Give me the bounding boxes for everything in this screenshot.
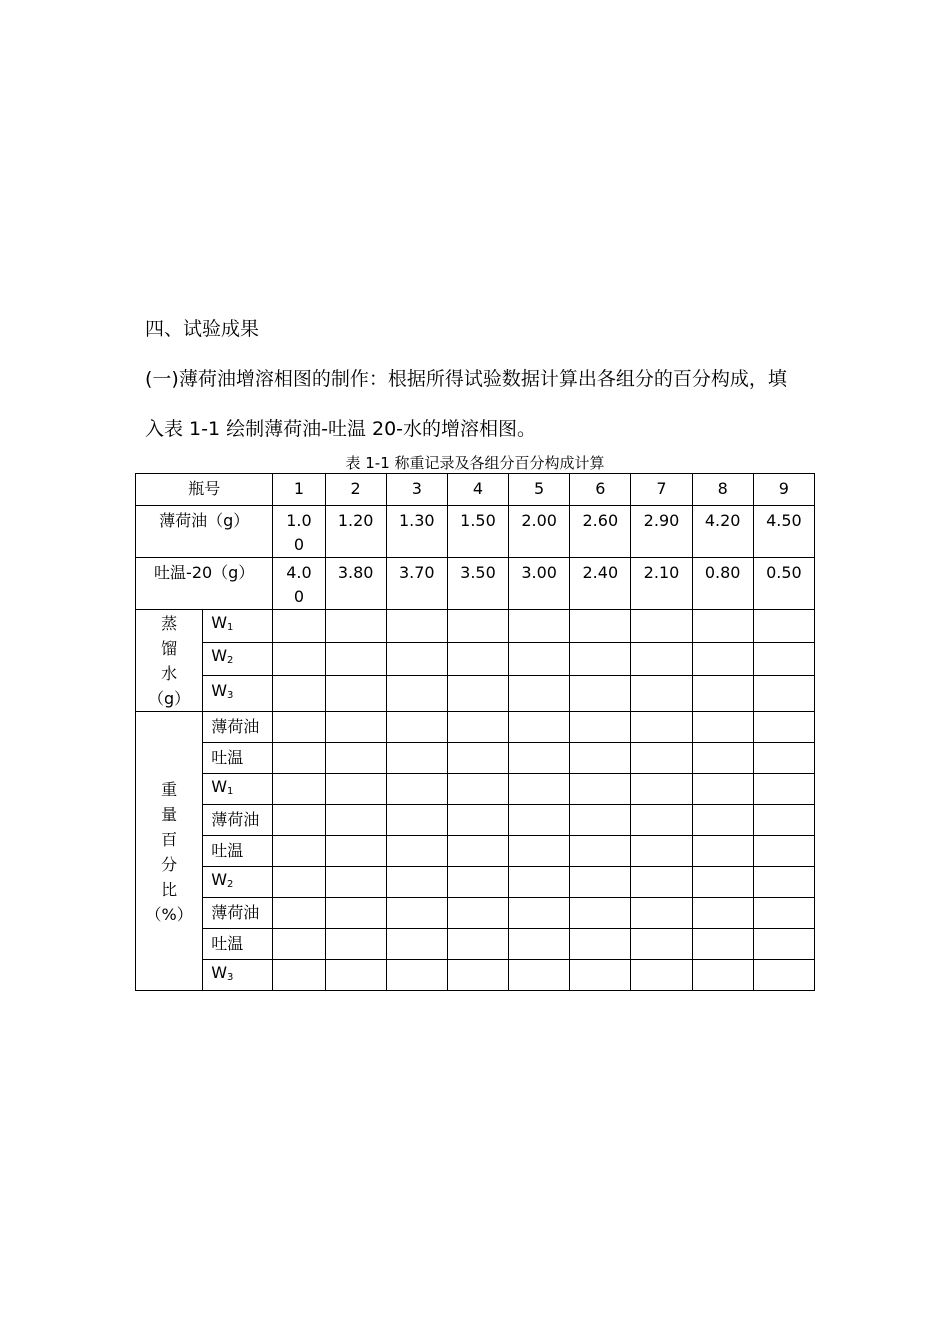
empty-cell <box>273 610 325 643</box>
empty-cell <box>325 676 386 712</box>
oil-value: 1.00 <box>273 506 325 558</box>
empty-cell <box>386 929 447 960</box>
empty-cell <box>509 836 570 867</box>
w-subscript: 3 <box>227 690 234 702</box>
empty-cell <box>631 929 692 960</box>
empty-cell <box>325 774 386 805</box>
tween-value: 4.00 <box>273 558 325 610</box>
empty-cell <box>570 774 631 805</box>
empty-cell <box>509 774 570 805</box>
empty-cell <box>631 743 692 774</box>
empty-cell <box>570 867 631 898</box>
empty-cell <box>386 743 447 774</box>
tween-value: 2.40 <box>570 558 631 610</box>
oil-value: 1.30 <box>386 506 447 558</box>
table-caption: 表 1-1 称重记录及各组分百分构成计算 <box>345 454 605 472</box>
w-base: W <box>211 646 228 666</box>
empty-cell <box>447 929 508 960</box>
paragraph-line-1: (一)薄荷油增溶相图的制作：根据所得试验数据计算出各组分的百分构成，填 <box>145 368 787 390</box>
empty-cell <box>386 642 447 676</box>
empty-cell <box>273 676 325 712</box>
percent-row <box>136 774 815 805</box>
empty-cell <box>631 867 692 898</box>
percent-label-line: 分 <box>161 854 178 874</box>
empty-cell <box>692 960 753 991</box>
empty-cell <box>631 836 692 867</box>
percent-tween-label: 吐温 <box>203 743 273 774</box>
percent-row <box>136 712 815 743</box>
empty-cell <box>386 836 447 867</box>
tween-value: 2.10 <box>631 558 692 610</box>
empty-cell <box>273 805 325 836</box>
empty-cell <box>631 898 692 929</box>
empty-cell <box>273 743 325 774</box>
percent-label-line: 重 <box>161 779 178 799</box>
oil-value: 1.20 <box>325 506 386 558</box>
empty-cell <box>325 867 386 898</box>
section-heading: 四、试验成果 <box>145 318 260 340</box>
empty-cell <box>753 805 814 836</box>
empty-cell <box>325 929 386 960</box>
empty-cell <box>692 836 753 867</box>
empty-cell <box>509 712 570 743</box>
header-label: 瓶号 <box>136 474 273 506</box>
water-label-line: 馏 <box>161 639 178 658</box>
column-header: 4 <box>447 474 508 506</box>
empty-cell <box>570 642 631 676</box>
percent-row <box>136 960 815 991</box>
tween-row <box>136 558 815 610</box>
empty-cell <box>753 929 814 960</box>
percent-row <box>136 867 815 898</box>
percent-row <box>136 805 815 836</box>
w-base: W <box>211 776 228 796</box>
empty-cell <box>447 805 508 836</box>
empty-cell <box>509 960 570 991</box>
w-subscript: 1 <box>227 785 234 797</box>
water-label-line: 水 <box>161 664 178 683</box>
w-subscript: 2 <box>227 878 234 890</box>
empty-cell <box>631 676 692 712</box>
w-label <box>203 676 273 712</box>
empty-cell <box>386 610 447 643</box>
tween-value: 3.80 <box>325 558 386 610</box>
oil-value: 2.60 <box>570 506 631 558</box>
column-header: 6 <box>570 474 631 506</box>
percent-group-label <box>136 712 203 991</box>
empty-cell <box>325 805 386 836</box>
empty-cell <box>692 898 753 929</box>
empty-cell <box>631 712 692 743</box>
empty-cell <box>273 898 325 929</box>
empty-cell <box>509 867 570 898</box>
water-row <box>136 642 815 676</box>
empty-cell <box>692 867 753 898</box>
percent-oil-label: 薄荷油 <box>203 898 273 929</box>
empty-cell <box>753 774 814 805</box>
header-row <box>136 474 815 506</box>
empty-cell <box>753 642 814 676</box>
empty-cell <box>692 712 753 743</box>
w-base: W <box>211 681 228 701</box>
empty-cell <box>570 960 631 991</box>
empty-cell <box>386 712 447 743</box>
oil-label: 薄荷油（g） <box>136 506 273 558</box>
percent-oil-label: 薄荷油 <box>203 805 273 836</box>
column-header: 5 <box>509 474 570 506</box>
oil-value: 1.50 <box>447 506 508 558</box>
empty-cell <box>386 805 447 836</box>
oil-value: 2.90 <box>631 506 692 558</box>
percent-row <box>136 743 815 774</box>
empty-cell <box>447 836 508 867</box>
empty-cell <box>753 743 814 774</box>
empty-cell <box>447 712 508 743</box>
empty-cell <box>325 610 386 643</box>
percent-label-line: 百 <box>161 829 178 849</box>
empty-cell <box>325 898 386 929</box>
empty-cell <box>447 960 508 991</box>
empty-cell <box>325 836 386 867</box>
empty-cell <box>570 898 631 929</box>
percent-label-line: （%） <box>145 904 193 924</box>
w-label <box>203 867 273 898</box>
empty-cell <box>753 610 814 643</box>
empty-cell <box>631 960 692 991</box>
empty-cell <box>509 898 570 929</box>
empty-cell <box>386 867 447 898</box>
empty-cell <box>273 774 325 805</box>
water-label-line: 蒸 <box>161 614 178 633</box>
empty-cell <box>753 867 814 898</box>
tween-value: 0.50 <box>753 558 814 610</box>
water-row <box>136 610 815 643</box>
empty-cell <box>273 867 325 898</box>
w-subscript: 1 <box>227 622 234 634</box>
w-label <box>203 960 273 991</box>
empty-cell <box>753 676 814 712</box>
percent-tween-label: 吐温 <box>203 929 273 960</box>
empty-cell <box>509 805 570 836</box>
empty-cell <box>631 610 692 643</box>
empty-cell <box>386 898 447 929</box>
empty-cell <box>386 774 447 805</box>
tween-value: 3.00 <box>509 558 570 610</box>
empty-cell <box>447 610 508 643</box>
empty-cell <box>692 774 753 805</box>
empty-cell <box>509 610 570 643</box>
empty-cell <box>570 836 631 867</box>
empty-cell <box>631 642 692 676</box>
oil-value: 4.20 <box>692 506 753 558</box>
empty-cell <box>509 676 570 712</box>
weighing-table <box>135 473 815 991</box>
empty-cell <box>692 743 753 774</box>
empty-cell <box>570 929 631 960</box>
empty-cell <box>753 712 814 743</box>
empty-cell <box>325 712 386 743</box>
w-base: W <box>211 613 228 633</box>
w-label <box>203 642 273 676</box>
percent-tween-label: 吐温 <box>203 836 273 867</box>
empty-cell <box>273 712 325 743</box>
empty-cell <box>273 960 325 991</box>
w-subscript: 2 <box>227 655 234 667</box>
column-header: 9 <box>753 474 814 506</box>
empty-cell <box>386 960 447 991</box>
tween-value: 3.70 <box>386 558 447 610</box>
empty-cell <box>447 867 508 898</box>
empty-cell <box>325 960 386 991</box>
empty-cell <box>753 898 814 929</box>
empty-cell <box>325 642 386 676</box>
empty-cell <box>570 743 631 774</box>
empty-cell <box>692 610 753 643</box>
w-label <box>203 610 273 643</box>
empty-cell <box>570 805 631 836</box>
oil-value: 2.00 <box>509 506 570 558</box>
water-row <box>136 676 815 712</box>
empty-cell <box>509 642 570 676</box>
column-header: 3 <box>386 474 447 506</box>
empty-cell <box>570 712 631 743</box>
empty-cell <box>447 774 508 805</box>
column-header: 7 <box>631 474 692 506</box>
empty-cell <box>570 610 631 643</box>
w-label <box>203 774 273 805</box>
percent-row <box>136 898 815 929</box>
empty-cell <box>325 743 386 774</box>
percent-label-line: 比 <box>161 879 178 899</box>
empty-cell <box>692 805 753 836</box>
empty-cell <box>753 960 814 991</box>
w-base: W <box>211 962 228 982</box>
empty-cell <box>509 743 570 774</box>
empty-cell <box>447 743 508 774</box>
tween-value: 3.50 <box>447 558 508 610</box>
percent-row <box>136 929 815 960</box>
percent-row <box>136 836 815 867</box>
oil-row <box>136 506 815 558</box>
empty-cell <box>631 805 692 836</box>
paragraph-line-2: 入表 1-1 绘制薄荷油-吐温 20-水的增溶相图。 <box>145 418 537 440</box>
empty-cell <box>753 836 814 867</box>
column-header: 2 <box>325 474 386 506</box>
empty-cell <box>273 929 325 960</box>
oil-value: 4.50 <box>753 506 814 558</box>
tween-value: 0.80 <box>692 558 753 610</box>
column-header: 1 <box>273 474 325 506</box>
tween-label: 吐温-20（g） <box>136 558 273 610</box>
empty-cell <box>273 836 325 867</box>
empty-cell <box>447 642 508 676</box>
empty-cell <box>570 676 631 712</box>
w-base: W <box>211 869 228 889</box>
water-label-line: （g） <box>148 689 191 708</box>
water-group-label <box>136 610 203 712</box>
empty-cell <box>273 642 325 676</box>
empty-cell <box>692 676 753 712</box>
w-subscript: 3 <box>227 971 234 983</box>
empty-cell <box>692 929 753 960</box>
empty-cell <box>447 676 508 712</box>
empty-cell <box>386 676 447 712</box>
empty-cell <box>631 774 692 805</box>
empty-cell <box>509 929 570 960</box>
empty-cell <box>692 642 753 676</box>
percent-label-line: 量 <box>161 804 178 824</box>
empty-cell <box>447 898 508 929</box>
percent-oil-label: 薄荷油 <box>203 712 273 743</box>
column-header: 8 <box>692 474 753 506</box>
